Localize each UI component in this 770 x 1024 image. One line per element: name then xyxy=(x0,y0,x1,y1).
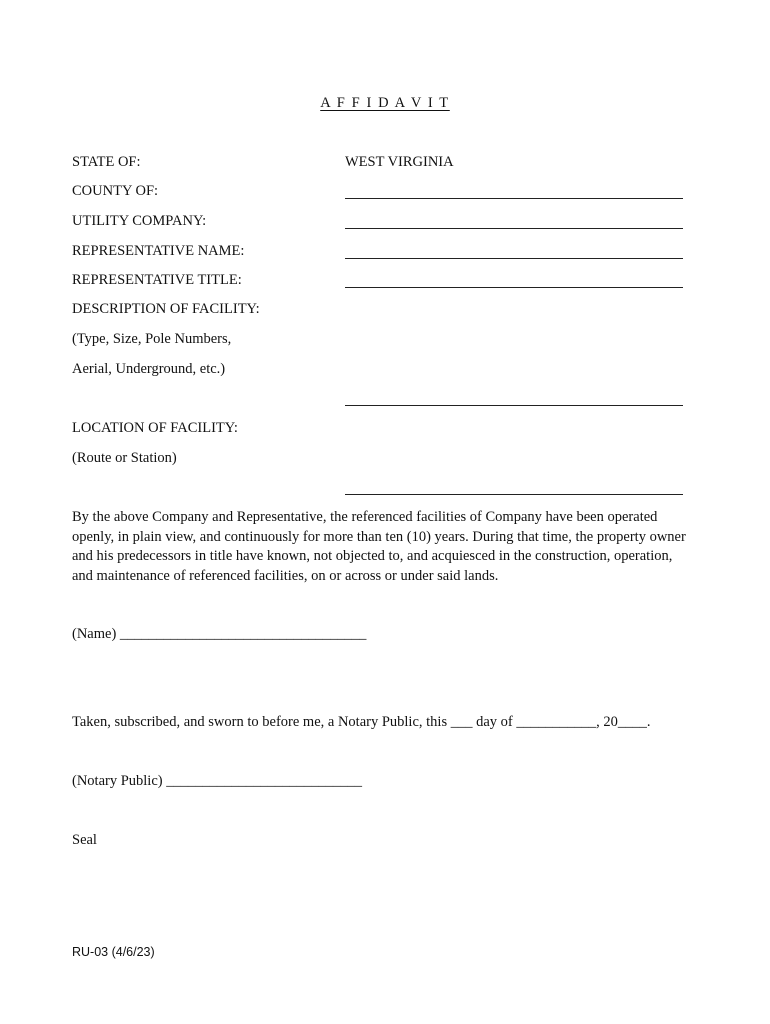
state-label: STATE OF: xyxy=(72,154,141,170)
county-blank-line[interactable] xyxy=(345,198,683,199)
representative-title-label: REPRESENTATIVE TITLE: xyxy=(72,272,242,288)
utility-company-blank-line[interactable] xyxy=(345,228,683,229)
location-hint: (Route or Station) xyxy=(72,450,177,466)
description-of-facility-label: DESCRIPTION OF FACILITY: xyxy=(72,301,260,317)
state-value: WEST VIRGINIA xyxy=(345,154,454,170)
form-number-footer: RU-03 (4/6/23) xyxy=(72,945,155,959)
location-of-facility-label: LOCATION OF FACILITY: xyxy=(72,420,238,436)
location-blank-line[interactable] xyxy=(345,494,683,495)
name-signature-line: (Name) __________________________________ xyxy=(72,626,367,642)
county-label: COUNTY OF: xyxy=(72,183,159,199)
description-hint-line-1: (Type, Size, Pole Numbers, xyxy=(72,331,232,347)
sworn-statement-line: Taken, subscribed, and sworn to before me, a Notary Public, this ___ day of ___________, 20____. xyxy=(72,714,651,730)
description-blank-line[interactable] xyxy=(345,405,683,406)
utility-company-label: UTILITY COMPANY: xyxy=(72,213,207,229)
document-title: A F F I D A V I T xyxy=(320,95,450,111)
affidavit-statement-paragraph: By the above Company and Representative, the referenced facilities of Company have been operated openly, in plain view, and continuously for more than ten (10) years. During that time, the property owner and his predecessors in title have known, not objected to, and acquiesced in the construction, operation, and maintenance of referenced facilities, on or across or under said lands. xyxy=(72,509,686,584)
representative-name-blank-line[interactable] xyxy=(345,258,683,259)
notary-public-signature-line: (Notary Public) ___________________________ xyxy=(72,773,362,789)
seal-label: Seal xyxy=(72,832,97,848)
description-hint-line-2: Aerial, Underground, etc.) xyxy=(72,361,226,377)
representative-title-blank-line[interactable] xyxy=(345,287,683,288)
representative-name-label: REPRESENTATIVE NAME: xyxy=(72,243,245,259)
